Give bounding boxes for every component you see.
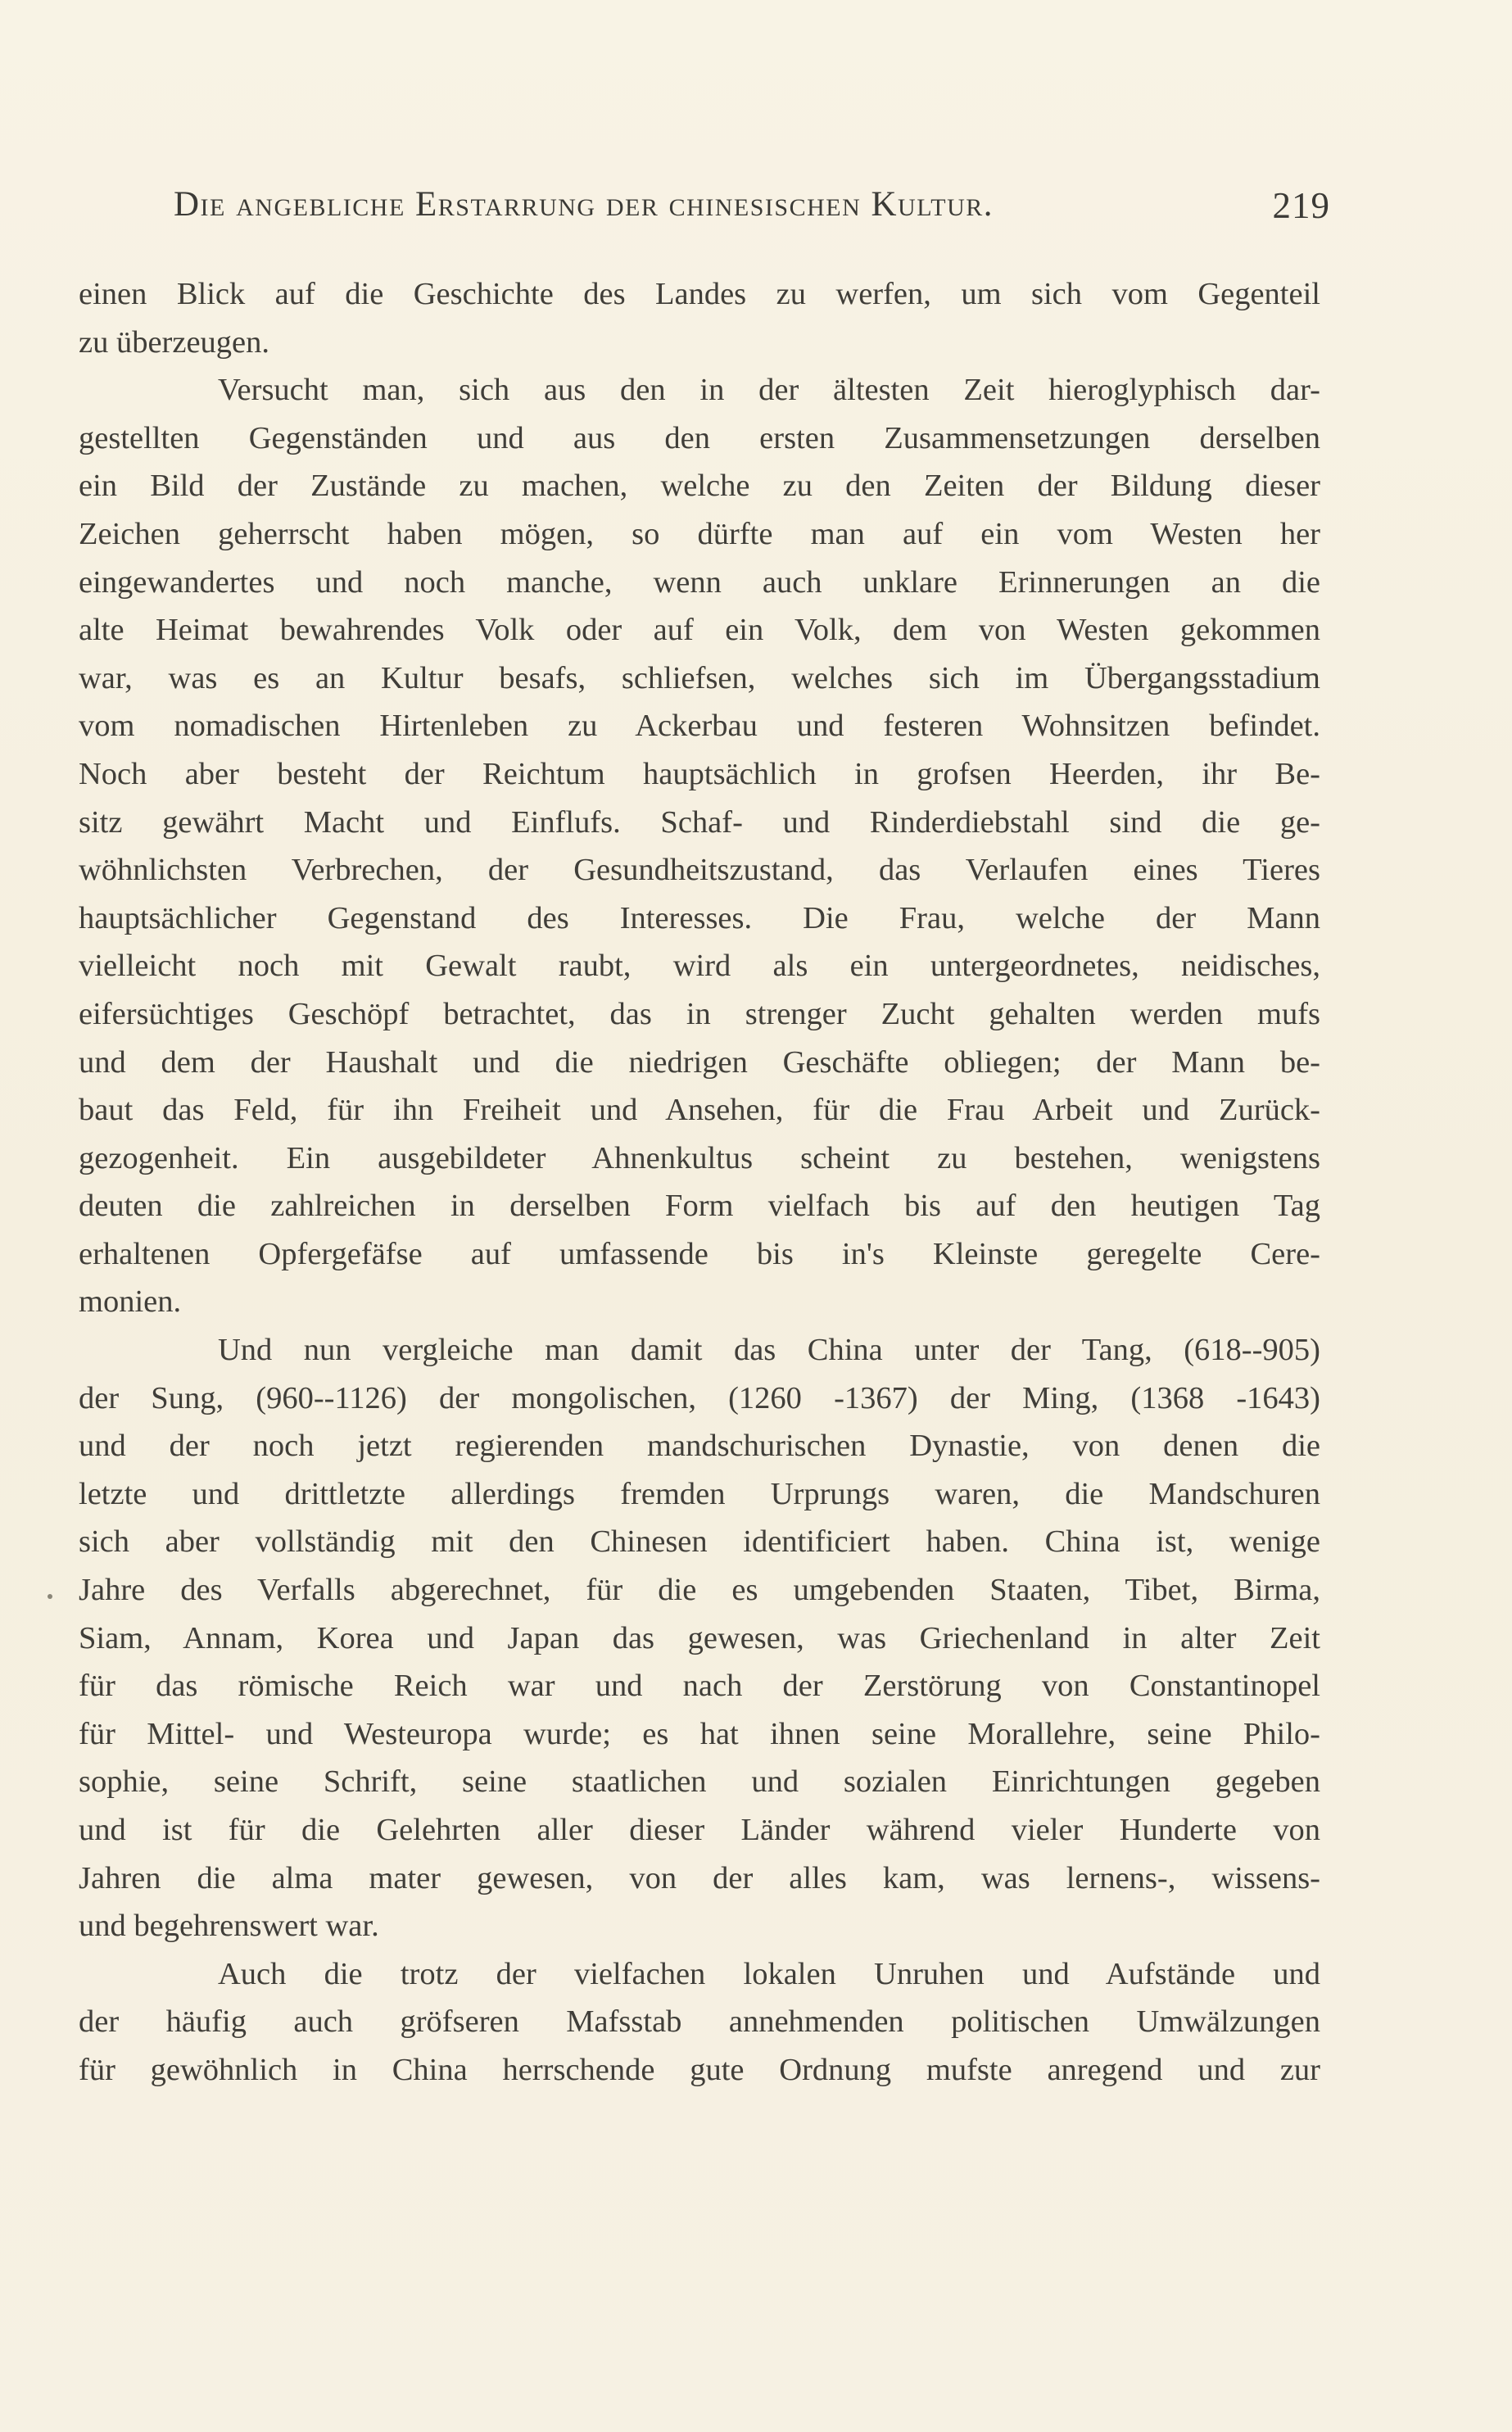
text-line: vielleicht noch mit Gewalt raubt, wird als ein untergeordnetes, neidisches, — [79, 949, 1320, 984]
text-line: der Sung, (960--1126) der mongolischen, (1260 -1367) der Ming, (1368 -1643) — [79, 1380, 1320, 1415]
body-text — [79, 270, 1320, 2095]
running-head — [174, 184, 1330, 242]
text-line: hauptsächlicher Gegenstand des Interesses. Die Frau, welche der Mann — [79, 900, 1320, 935]
text-line: sich aber vollständig mit den Chinesen identificiert haben. China ist, wenige — [79, 1524, 1320, 1560]
text-line: und ist für die Gelehrten aller dieser Länder während vieler Hunderte von — [79, 1813, 1320, 1847]
text-line: für Mittel- und Westeuropa wurde; es hat ihnen seine Morallehre, seine Philo- — [79, 1716, 1320, 1751]
page-number: 219 — [1272, 185, 1330, 226]
text-line: zu überzeugen. — [79, 324, 270, 360]
text-line: Auch die trotz der vielfachen lokalen Unruhen und Aufstände und — [218, 1956, 1320, 1991]
text-line: und der noch jetzt regierenden mandschurischen Dynastie, von denen die — [79, 1429, 1320, 1464]
margin-dot — [48, 1594, 52, 1599]
text-line: deuten die zahlreichen in derselben Form vielfach bis auf den heutigen Tag — [79, 1189, 1320, 1224]
text-line: Und nun vergleiche man damit das China unter der Tang, (618--905) — [218, 1333, 1320, 1368]
text-line: Jahre des Verfalls abgerechnet, für die es umgebenden Staaten, Tibet, Birma, — [79, 1573, 1320, 1608]
text-line: für gewöhnlich in China herrschende gute Ordnung mufste anregend und zur — [79, 2052, 1320, 2087]
text-line: und dem der Haushalt und die niedrigen Geschäfte obliegen; der Mann be- — [79, 1044, 1320, 1080]
text-line: Siam, Annam, Korea und Japan das gewesen, was Griechenland in alter Zeit — [79, 1620, 1320, 1655]
text-line: sophie, seine Schrift, seine staatlichen und sozialen Einrichtungen gegeben — [79, 1764, 1320, 1800]
text-line: sitz gewährt Macht und Einflufs. Schaf- und Rinderdiebstahl sind die ge- — [79, 804, 1320, 840]
text-line: gezogenheit. Ein ausgebildeter Ahnenkultus scheint zu bestehen, wenigstens — [79, 1140, 1320, 1175]
text-line: baut das Feld, für ihn Freiheit und Ansehen, für die Frau Arbeit und Zurück- — [79, 1093, 1320, 1128]
text-line: der häufig auch gröfseren Mafsstab annehmenden politischen Umwälzungen — [79, 2004, 1320, 2040]
text-line: monien. — [79, 1284, 182, 1320]
text-line: Versucht man, sich aus den in der ältesten Zeit hieroglyphisch dar- — [218, 373, 1320, 408]
text-line: Jahren die alma mater gewesen, von der alles kam, was lernens-, wissens- — [79, 1860, 1320, 1895]
text-line: erhaltenen Opfergefäfse auf umfassende bis in's Kleinste geregelte Cere- — [79, 1236, 1320, 1271]
text-line: gestellten Gegenständen und aus den ersten Zusammensetzungen derselben — [79, 420, 1320, 455]
text-line: alte Heimat bewahrendes Volk oder auf ein Volk, dem von Westen gekommen — [79, 613, 1320, 648]
running-title: Die angebliche Erstarrung der chinesischen Kultur. — [174, 185, 994, 224]
text-line: ein Bild der Zustände zu machen, welche zu den Zeiten der Bildung dieser — [79, 469, 1320, 504]
text-line: und begehrenswert war. — [79, 1909, 379, 1944]
text-line: einen Blick auf die Geschichte des Landes zu werfen, um sich vom Gegenteil — [79, 277, 1320, 311]
text-line: eingewandertes und noch manche, wenn auch unklare Erinnerungen an die — [79, 564, 1320, 600]
text-line: für das römische Reich war und nach der Zerstörung von Constantinopel — [79, 1669, 1320, 1704]
text-line: letzte und drittletzte allerdings fremden Urprungs waren, die Mandschuren — [79, 1476, 1320, 1511]
text-line: vom nomadischen Hirtenleben zu Ackerbau und festeren Wohnsitzen befindet. — [79, 709, 1320, 744]
text-line: Noch aber besteht der Reichtum hauptsächlich in grofsen Heerden, ihr Be- — [79, 756, 1320, 791]
text-line: wöhnlichsten Verbrechen, der Gesundheitszustand, das Verlaufen eines Tieres — [79, 853, 1320, 888]
text-line: eifersüchtiges Geschöpf betrachtet, das in strenger Zucht gehalten werden mufs — [79, 996, 1320, 1031]
text-line: Zeichen geherrscht haben mögen, so dürfte man auf ein vom Westen her — [79, 516, 1320, 551]
text-line: war, was es an Kultur besafs, schliefsen, welches sich im Übergangsstadium — [79, 660, 1320, 695]
